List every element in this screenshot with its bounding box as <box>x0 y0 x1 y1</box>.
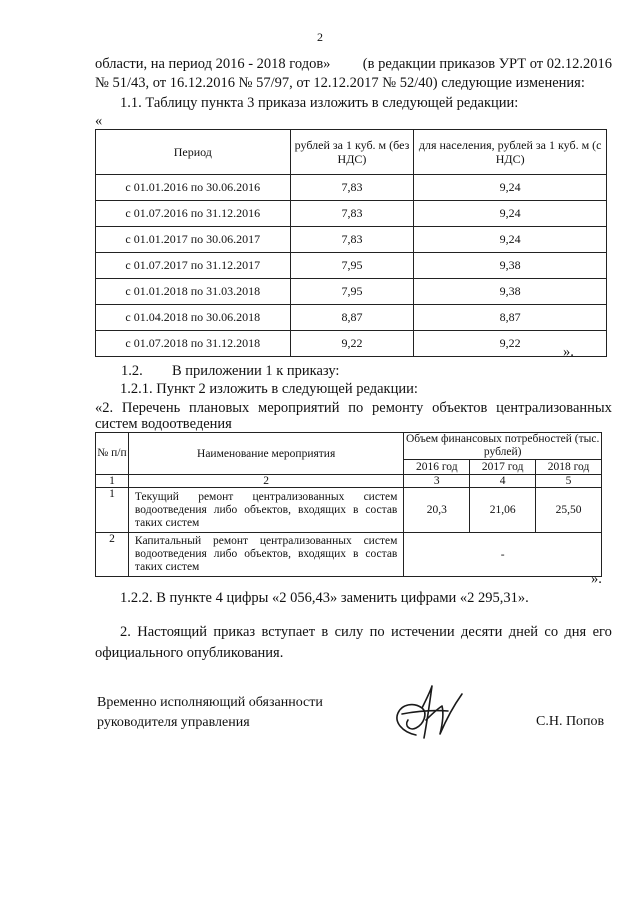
period-cell: с 01.04.2018 по 30.06.2018 <box>96 305 291 331</box>
item-2-word: дня <box>564 624 587 640</box>
section-2-title-line-1 <box>95 400 612 417</box>
item-2-word: дней <box>508 624 539 640</box>
rub-cell: 7,95 <box>290 253 414 279</box>
row-name: Текущий ремонт централизованных систем водоотведения либо объектов, входящих в состав таких систем <box>128 488 403 533</box>
title-word: объектов <box>432 400 488 416</box>
rub-cell: 7,83 <box>290 175 414 201</box>
year-2016: 2016 год <box>404 460 470 475</box>
title-word: централизованных <box>496 400 612 416</box>
header-name: Наименование мероприятия <box>128 433 403 475</box>
row-num: 2 <box>96 533 129 577</box>
tariff-header-rub: рублей за 1 куб. м (без НДС) <box>290 130 414 175</box>
item-2-word: Настоящий <box>137 624 208 640</box>
item-2-word: истечении <box>391 624 455 640</box>
col-number: 4 <box>470 475 536 488</box>
page-number: 2 <box>317 30 323 44</box>
item-1-2-num: 1.2. <box>121 363 143 379</box>
item-1-2-2: 1.2.2. В пункте 4 цифры «2 056,43» заменить цифрами «2 295,31». <box>120 590 529 606</box>
rub-cell: 8,87 <box>290 305 414 331</box>
year-2017: 2017 год <box>470 460 536 475</box>
intro-line-1-right: (в редакции приказов УРТ от 02.12.2016 <box>362 56 612 72</box>
rub-cell: 9,22 <box>290 331 414 357</box>
col-number: 5 <box>536 475 602 488</box>
table-row <box>96 253 607 279</box>
rub-cell: 7,83 <box>290 201 414 227</box>
item-2-word: 2. <box>120 624 131 640</box>
tariff-header-period: Период <box>96 130 291 175</box>
col-number: 2 <box>128 475 403 488</box>
measures-table <box>95 432 602 577</box>
table-row <box>96 305 607 331</box>
period-cell: с 01.07.2017 по 31.12.2017 <box>96 253 291 279</box>
item-1-1: 1.1. Таблицу пункта 3 приказа изложить в следующей редакции: <box>120 95 519 111</box>
item-2-word: по <box>369 624 385 640</box>
open-quote: « <box>95 113 103 129</box>
section-2-title-line-2: систем водоотведения <box>95 416 232 432</box>
intro-line-1-left: области, на период 2016 - 2018 годов» <box>95 56 331 72</box>
item-2-word: его <box>592 624 612 640</box>
signature-stroke <box>426 694 462 734</box>
col-number: 1 <box>96 475 129 488</box>
year-2018: 2018 год <box>536 460 602 475</box>
period-cell: с 01.07.2016 по 31.12.2016 <box>96 201 291 227</box>
signatory-name: С.Н. Попов <box>536 714 605 729</box>
measures-header-row <box>96 433 602 460</box>
header-volume: Объем финансовых потребностей (тыс. рублей) <box>404 433 602 460</box>
population-cell: 9,38 <box>414 279 607 305</box>
item-2-line-1 <box>120 624 612 641</box>
period-cell: с 01.07.2018 по 31.12.2018 <box>96 331 291 357</box>
period-cell: с 01.01.2018 по 31.03.2018 <box>96 279 291 305</box>
title-word: плановых <box>189 400 250 416</box>
item-2-word: силу <box>334 624 364 640</box>
intro-line-2: № 51/43, от 16.12.2016 № 57/97, от 12.12.2017 № 52/40) следующие изменения: <box>95 75 585 91</box>
column-numbers-row <box>96 475 602 488</box>
tariff-header-row <box>96 130 607 175</box>
position-line-1: Временно исполняющий обязанности <box>97 695 323 710</box>
population-cell: 9,22 <box>414 331 607 357</box>
tariff-close-quote: ». <box>563 344 574 360</box>
population-cell: 9,24 <box>414 227 607 253</box>
table-row <box>96 533 602 577</box>
item-2-word: в <box>321 624 329 640</box>
rub-cell: 7,95 <box>290 279 414 305</box>
intro-line-1 <box>95 56 612 73</box>
period-cell: с 01.01.2016 по 30.06.2016 <box>96 175 291 201</box>
measures-close-quote: ». <box>591 571 602 587</box>
merged-value: - <box>404 533 602 577</box>
table-row <box>96 201 607 227</box>
value-2016: 20,3 <box>404 488 470 533</box>
signature-stroke <box>422 686 432 738</box>
table-row <box>96 488 602 533</box>
item-2-word: вступает <box>261 624 316 640</box>
tariff-header-population: для населения, рублей за 1 куб. м (с НДС) <box>414 130 607 175</box>
title-word: «2. <box>95 400 114 416</box>
period-cell: с 01.01.2017 по 30.06.2017 <box>96 227 291 253</box>
table-row <box>96 227 607 253</box>
title-word: Перечень <box>121 400 181 416</box>
tariff-table <box>95 129 607 357</box>
col-number: 3 <box>404 475 470 488</box>
value-2018: 25,50 <box>536 488 602 533</box>
table-row <box>96 331 607 357</box>
row-name: Капитальный ремонт централизованных систем водоотведения либо объектов, входящих в состав таких систем <box>128 533 403 577</box>
population-cell: 9,24 <box>414 201 607 227</box>
value-2017: 21,06 <box>470 488 536 533</box>
item-2-word: десяти <box>460 624 503 640</box>
population-cell: 9,24 <box>414 175 607 201</box>
item-2-word: приказ <box>213 624 256 640</box>
table-row <box>96 279 607 305</box>
title-word: по <box>348 400 364 416</box>
header-num: № п/п <box>96 433 129 475</box>
item-2-line-2: официального опубликования. <box>95 645 284 661</box>
title-word: мероприятий <box>258 400 340 416</box>
signatory-position <box>97 693 323 733</box>
population-cell: 8,87 <box>414 305 607 331</box>
handwritten-signature <box>382 680 472 750</box>
title-word: ремонту <box>372 400 424 416</box>
signature-stroke <box>397 705 425 735</box>
item-1-2-text: В приложении 1 к приказу: <box>172 363 340 379</box>
rub-cell: 7,83 <box>290 227 414 253</box>
population-cell: 9,38 <box>414 253 607 279</box>
row-num: 1 <box>96 488 129 533</box>
position-line-2: руководителя управления <box>97 715 250 730</box>
table-row <box>96 175 607 201</box>
item-1-2-1: 1.2.1. Пункт 2 изложить в следующей редакции: <box>120 381 418 397</box>
item-2-word: со <box>544 624 559 640</box>
